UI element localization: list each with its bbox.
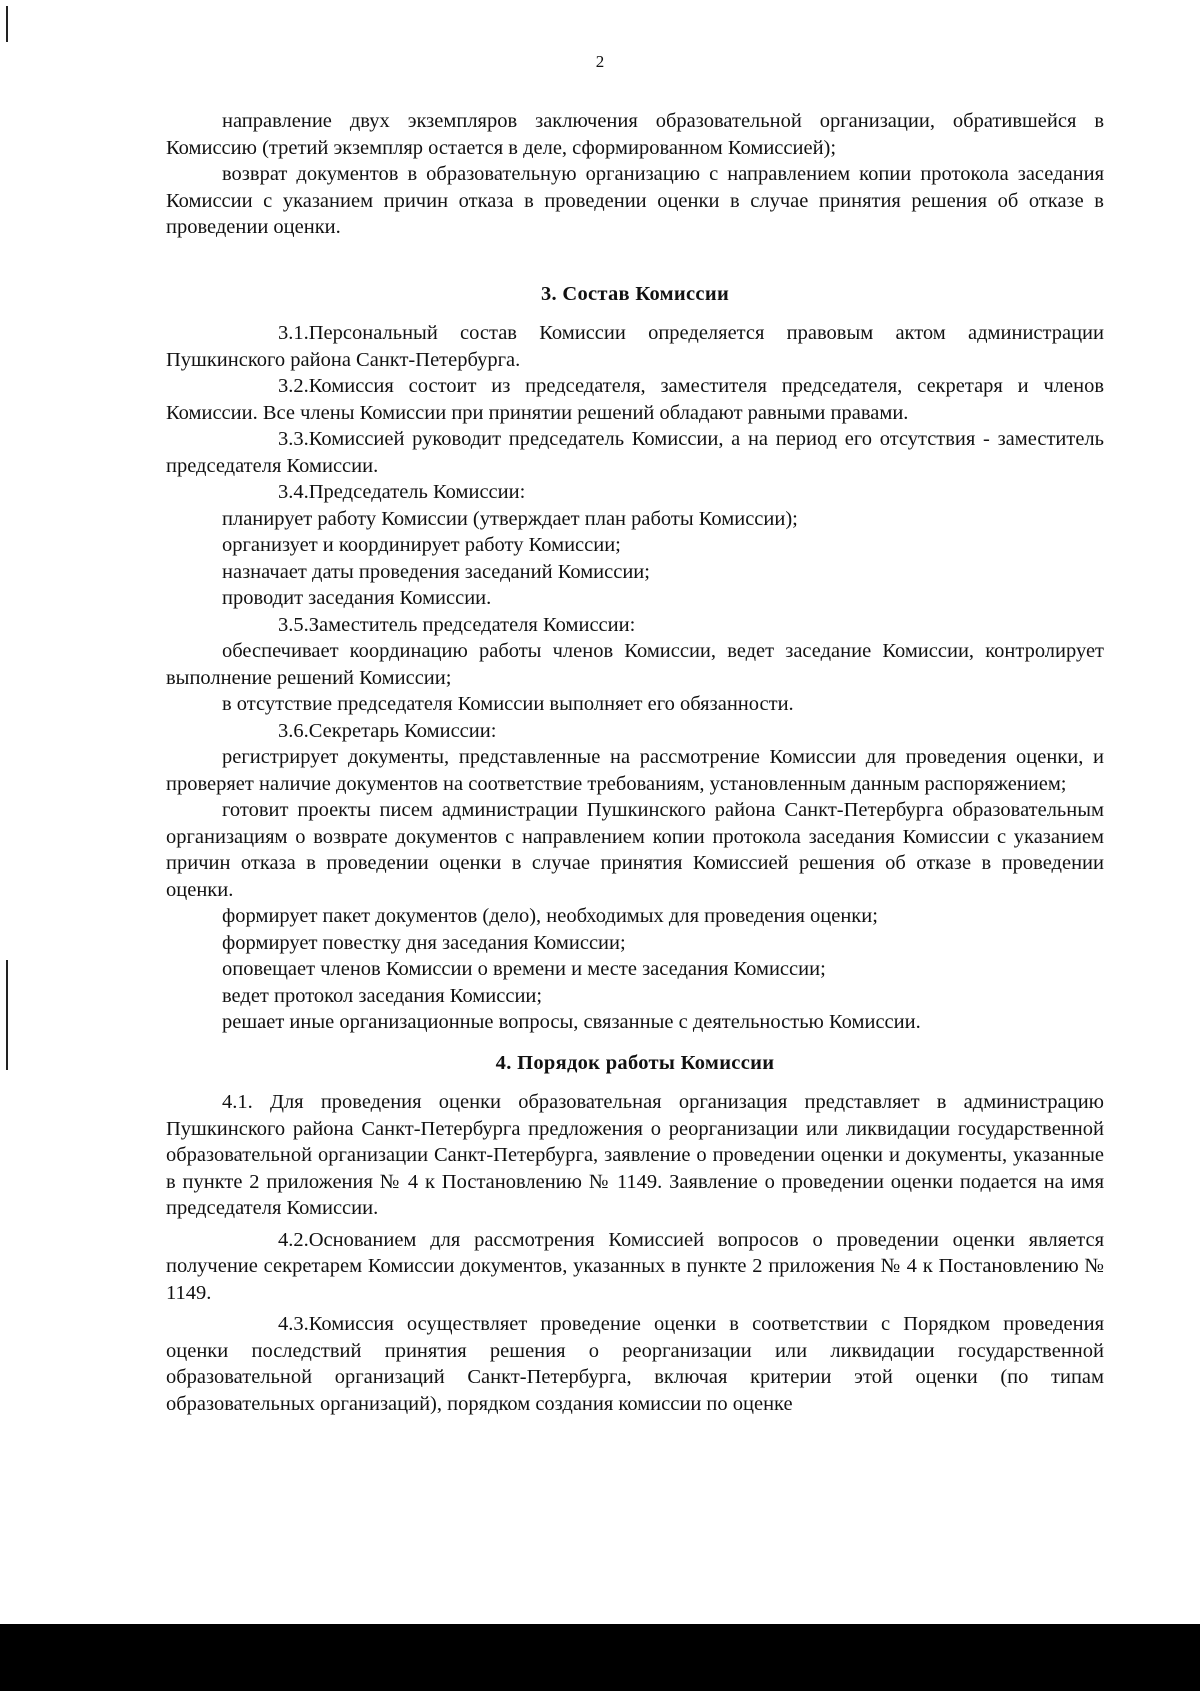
scan-bottom-border	[0, 1624, 1200, 1691]
list-item: оповещает членов Комиссии о времени и месте заседания Комиссии;	[222, 958, 826, 980]
text-line: регистрирует документы, представленные на рассмотрение Комиссии	[222, 746, 857, 768]
text-line: Основанием для рассмотрения Комиссией вопросов	[308, 1228, 799, 1251]
list-item: формирует пакет документов (дело), необходимых для проведения оценки;	[222, 905, 878, 927]
clause-4-1	[166, 1089, 1104, 1222]
text-line: готовит проекты писем администрации Пушкинского района	[222, 799, 776, 821]
text-line: обеспечивает координацию работы членов Комиссии, ведет заседание Комиссии,	[222, 640, 975, 662]
clause-3-5	[166, 612, 1104, 639]
page-number: 2	[595, 52, 605, 71]
document-body	[166, 108, 1104, 1417]
text-line: проведения оценки последствий принятия решения о реорганизации или ликвидации государственной образовательной организаций Санкт-Петербурга, включая критерии этой оценки (по типам образовательных организаций), порядком создания комиссии по оценке	[166, 1313, 1104, 1415]
clause-number: 3.3.	[278, 428, 309, 450]
paragraph	[166, 638, 1104, 691]
list-item: планирует работу Комиссии (утверждает план работы Комиссии);	[222, 507, 798, 530]
text-line: контролирует выполнение решений Комиссии;	[166, 640, 1105, 689]
text-line: Персональный состав Комиссии определяется правовым актом администрации	[308, 322, 1104, 344]
text-line: Председатель Комиссии:	[308, 481, 526, 503]
list-item: назначает даты проведения заседаний Комиссии;	[222, 560, 650, 583]
list-item: ведет протокол заседания Комиссии;	[222, 984, 543, 1007]
text-line: 4.1. Для проведения оценки образовательная организация представляет в	[222, 1091, 947, 1113]
list-item: проводит заседания Комиссии.	[222, 587, 492, 609]
text-line: обратившейся в Комиссию (третий экземпляр остается в деле, сформированном Комиссией);	[166, 110, 1105, 159]
text-line: Заместитель председателя Комиссии:	[308, 613, 636, 636]
text-line: - заместитель председателя Комиссии.	[166, 428, 1105, 477]
clause-4-3	[166, 1311, 1104, 1417]
clause-number: 4.3.	[278, 1313, 309, 1335]
paragraph	[166, 161, 1104, 241]
paragraph	[166, 108, 1104, 161]
clause-3-1	[166, 320, 1104, 373]
list-item: организует и координирует работу Комиссии;	[222, 534, 621, 556]
text-line: членов Комиссии. Все члены Комиссии при принятии решений обладают равными правами.	[166, 375, 1105, 424]
text-line: Комиссия осуществляет проведение оценки в соответствии с Порядком	[308, 1313, 991, 1335]
scan-margin-mark	[6, 6, 8, 42]
text-line: Комиссия состоит из председателя, заместителя председателя, секретаря и	[308, 375, 1029, 397]
clause-3-6	[166, 718, 1104, 745]
clause-number: 3.6.	[278, 719, 309, 742]
clause-3-2	[166, 373, 1104, 426]
text-line: Санкт-Петербурга образовательным организациям о возврате документов с направлением копии протокола заседания Комиссии с указанием причин отказа в проведении оценки в случае принятия Комиссией решения об отказе в проведении оценки.	[166, 799, 1104, 901]
clause-3-4	[166, 479, 1104, 506]
text-line: Пушкинского района Санкт-Петербурга.	[166, 348, 521, 371]
paragraph	[166, 797, 1104, 903]
section-heading: 4. Порядок работы Комиссии	[495, 1051, 775, 1074]
clause-number: 3.1.	[278, 322, 309, 344]
text-line: Секретарь Комиссии:	[308, 719, 497, 742]
text-line: для проведения оценки, и проверяет наличие документов на соответствие требованиям, установленным данным распоряжением;	[166, 746, 1105, 795]
clause-3-3	[166, 426, 1104, 479]
clause-number: 3.5.	[278, 613, 309, 636]
list-item: формирует повестку дня заседания Комиссии;	[222, 931, 626, 954]
list-item: решает иные организационные вопросы, связанные с деятельностью Комиссии.	[222, 1011, 921, 1033]
clause-4-2	[166, 1227, 1104, 1307]
text-line: администрацию Пушкинского района Санкт-Петербурга предложения о реорганизации или ликвидации государственной образовательной организации Санкт-Петербурга, заявление о проведении оценки и документы, указанные в пункте 2 приложения № 4 к Постановлению № 1149. Заявление о проведении оценки подается на имя председателя Комиссии.	[166, 1091, 1104, 1219]
clause-number: 4.2.	[278, 1228, 309, 1251]
paragraph: в отсутствие председателя Комиссии выполняет его обязанности.	[222, 693, 794, 715]
text-line: направление двух экземпляров заключения образовательной организации,	[222, 110, 935, 132]
text-line: протокола заседания Комиссии с указанием причин отказа в проведении оценки в случае принятия решения об отказе в проведении оценки.	[166, 163, 1105, 238]
clause-number: 3.4.	[278, 481, 309, 503]
text-line: Комиссией руководит председатель Комиссии, а на период его отсутствия	[308, 428, 976, 450]
scan-margin-mark	[6, 960, 8, 1070]
paragraph	[166, 744, 1104, 797]
text-line: о проведении оценки является получение секретарем Комиссии документов, указанных в пункте 2 приложения № 4 к Постановлению № 1149.	[166, 1228, 1105, 1304]
section-heading: 3. Состав Комиссии	[540, 282, 730, 305]
text-line: возврат документов в образовательную организацию с направлением копии	[222, 163, 912, 185]
clause-number: 3.2.	[278, 375, 309, 397]
